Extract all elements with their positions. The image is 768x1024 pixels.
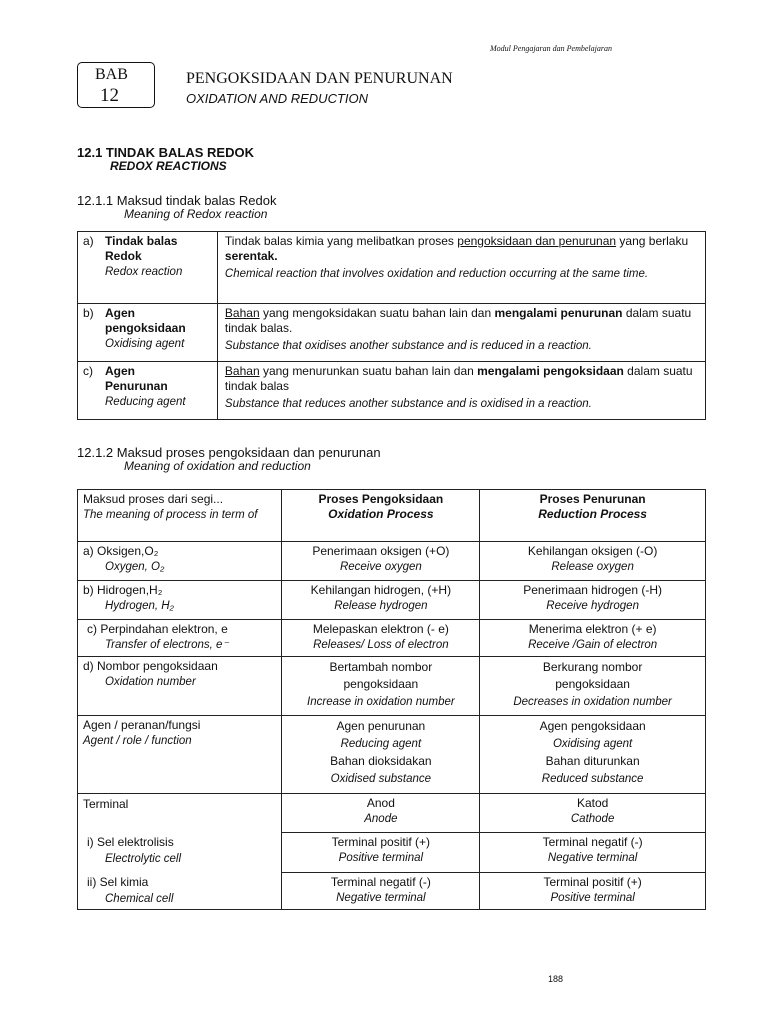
sub1-subtitle: Meaning of Redox reaction [124, 207, 268, 221]
reduction-cell-en: Negative terminal [547, 852, 638, 864]
oxidation-cell: Terminal positif (+) [331, 835, 431, 849]
row-label: b) Hidrogen,H₂ [83, 583, 163, 597]
reduction-cell: Terminal positif (+) [543, 875, 642, 890]
table-row [78, 620, 706, 657]
definition-text: dalam suatu tindak balas [224, 364, 693, 393]
sub2-subtitle: Meaning of oxidation and reduction [124, 459, 311, 473]
chapter-title: PENGOKSIDAAN DAN PENURUNAN [186, 70, 453, 87]
reduction-cell: Agen pengoksidaan [539, 719, 646, 733]
table-row [78, 581, 706, 620]
sub1-title: 12.1.1 Maksud tindak balas Redok [77, 193, 277, 208]
row-label: c) Perpindahan elektron, e [87, 622, 228, 636]
redox-definition-table [77, 231, 706, 420]
row-label: ii) Sel kimia [87, 875, 149, 889]
page-number: 188 [548, 974, 564, 984]
chapter-subtitle: OXIDATION AND REDUCTION [186, 91, 369, 106]
reduction-cell: Kehilangan oksigen (-O) [527, 544, 658, 558]
definition-en: Substance that oxidises another substance and is reduced in a reaction. [224, 340, 592, 352]
term: Agen [105, 306, 135, 320]
oxidation-cell-en: Positive terminal [338, 852, 424, 864]
oxidation-cell: Kehilangan hidrogen, (+H) [310, 583, 452, 597]
term-en: Oxidising agent [105, 338, 185, 350]
reduction-cell: Menerima elektron (+ e) [528, 622, 657, 636]
term-en: Redox reaction [105, 266, 183, 278]
definition-underlined: Bahan [224, 364, 260, 378]
row-label-en: Transfer of electrons, e⁻ [105, 639, 229, 651]
module-note: Modul Pengajaran dan Pembelajaran [490, 44, 612, 53]
row-letter: c) [83, 364, 93, 378]
row-letter: b) [83, 306, 94, 320]
table-row [78, 794, 706, 833]
definition-en: Chemical reaction that involves oxidation and reduction occurring at the same time. [224, 268, 649, 280]
section-title: 12.1 TINDAK BALAS REDOK [77, 145, 254, 160]
chapter-box [77, 62, 155, 108]
row-label: d) Nombor pengoksidaan [83, 659, 218, 673]
oxidation-cell-en: Negative terminal [336, 892, 426, 905]
oxidation-cell-en: Releases/ Loss of electron [313, 639, 449, 651]
chapter-number: 12 [100, 85, 119, 106]
row-label-en: Hydrogen, H₂ [105, 600, 174, 612]
oxidation-cell: Agen penurunan [336, 719, 426, 733]
row-label: Agen / peranan/fungsi [83, 718, 201, 732]
table-row [78, 362, 706, 420]
definition-en: Substance that reduces another substance and is oxidised in a reaction. [224, 398, 592, 410]
table-row [78, 542, 706, 581]
oxidation-cell: Bahan dioksidakan [330, 754, 432, 768]
definition-text: yang berlaku [616, 234, 689, 248]
chapter-label: BAB [95, 66, 128, 83]
reduction-cell-en: Reduced substance [541, 773, 644, 785]
oxidation-cell-en: Increase in oxidation number [307, 696, 455, 708]
term: Penurunan [105, 379, 168, 393]
reduction-cell: Katod [576, 796, 609, 810]
reduction-cell-en: Positive terminal [550, 892, 635, 905]
reduction-cell-en: Decreases in oxidation number [513, 696, 672, 708]
oxidation-reduction-table [77, 489, 706, 910]
reduction-cell: Berkurang nombor pengoksidaan [542, 660, 643, 691]
oxidation-cell: Anod [366, 796, 395, 810]
reduction-cell: Penerimaan hidrogen (-H) [523, 583, 662, 597]
definition-text: yang mengoksidakan suatu bahan lain dan [259, 306, 495, 320]
definition-text: yang menurunkan suatu bahan lain dan [259, 364, 478, 378]
definition-underlined: pengoksidaan dan penurunan [457, 234, 617, 248]
row-label-en: Agent / role / function [83, 735, 192, 747]
row-label: Terminal [83, 797, 129, 811]
term: pengoksidaan [105, 321, 186, 335]
reduction-cell-en: Release oxygen [551, 561, 634, 573]
reduction-cell-en: Oxidising agent [552, 738, 633, 750]
term-en: Reducing agent [105, 396, 186, 408]
table-row [78, 716, 706, 794]
reduction-cell-en: Receive hydrogen [546, 600, 639, 612]
table-header-row [78, 490, 706, 542]
row-label: i) Sel elektrolisis [87, 835, 174, 849]
definition-text: dalam suatu tindak balas. [224, 306, 692, 335]
oxidation-cell-en: Reducing agent [340, 738, 422, 750]
oxidation-cell-en: Oxidised substance [330, 773, 432, 785]
oxidation-cell: Melepaskan elektron (- e) [312, 622, 449, 636]
row-label-en: Chemical cell [105, 893, 174, 905]
term: Redok [105, 249, 142, 263]
oxidation-cell-en: Release hydrogen [334, 600, 428, 612]
header-col1-en: The meaning of process in term of [83, 509, 258, 521]
definition-bold: mengalami pengoksidaan [477, 364, 624, 378]
oxidation-cell: Bertambah nombor pengoksidaan [329, 660, 433, 691]
header-col2-en: Oxidation Process [328, 507, 434, 521]
reduction-cell-en: Cathode [570, 813, 615, 825]
oxidation-cell: Penerimaan oksigen (+O) [312, 544, 450, 558]
header-col2: Proses Pengoksidaan [318, 492, 444, 506]
row-label: a) Oksigen,O₂ [83, 544, 159, 558]
row-label-en: Oxidation number [105, 676, 196, 688]
header-col3: Proses Penurunan [539, 492, 646, 506]
reduction-cell: Bahan diturunkan [545, 754, 640, 768]
definition-bold: mengalami penurunan [494, 306, 623, 320]
table-row [78, 304, 706, 362]
term: Tindak balas [105, 234, 178, 248]
header-col3-en: Reduction Process [538, 507, 647, 521]
row-label-en: Oxygen, O₂ [105, 561, 165, 573]
reduction-cell: Terminal negatif (-) [542, 835, 643, 849]
oxidation-cell-en: Receive oxygen [339, 561, 422, 573]
row-letter: a) [83, 234, 94, 248]
oxidation-cell: Terminal negatif (-) [330, 875, 431, 890]
definition-underlined: Bahan [224, 306, 260, 320]
row-label-en: Electrolytic cell [105, 853, 182, 865]
reduction-cell-en: Receive /Gain of electron [528, 639, 658, 651]
header-col1: Maksud proses dari segi... [83, 492, 224, 506]
table-row [78, 232, 706, 304]
sub2-title: 12.1.2 Maksud proses pengoksidaan dan penurunan [77, 445, 381, 460]
term: Agen [105, 364, 135, 378]
definition-text: Tindak balas kimia yang melibatkan proses [224, 234, 458, 248]
section-subtitle: REDOX REACTIONS [110, 159, 227, 173]
definition-bold: serentak. [224, 249, 278, 263]
oxidation-cell-en: Anode [364, 813, 398, 825]
table-row [78, 657, 706, 716]
